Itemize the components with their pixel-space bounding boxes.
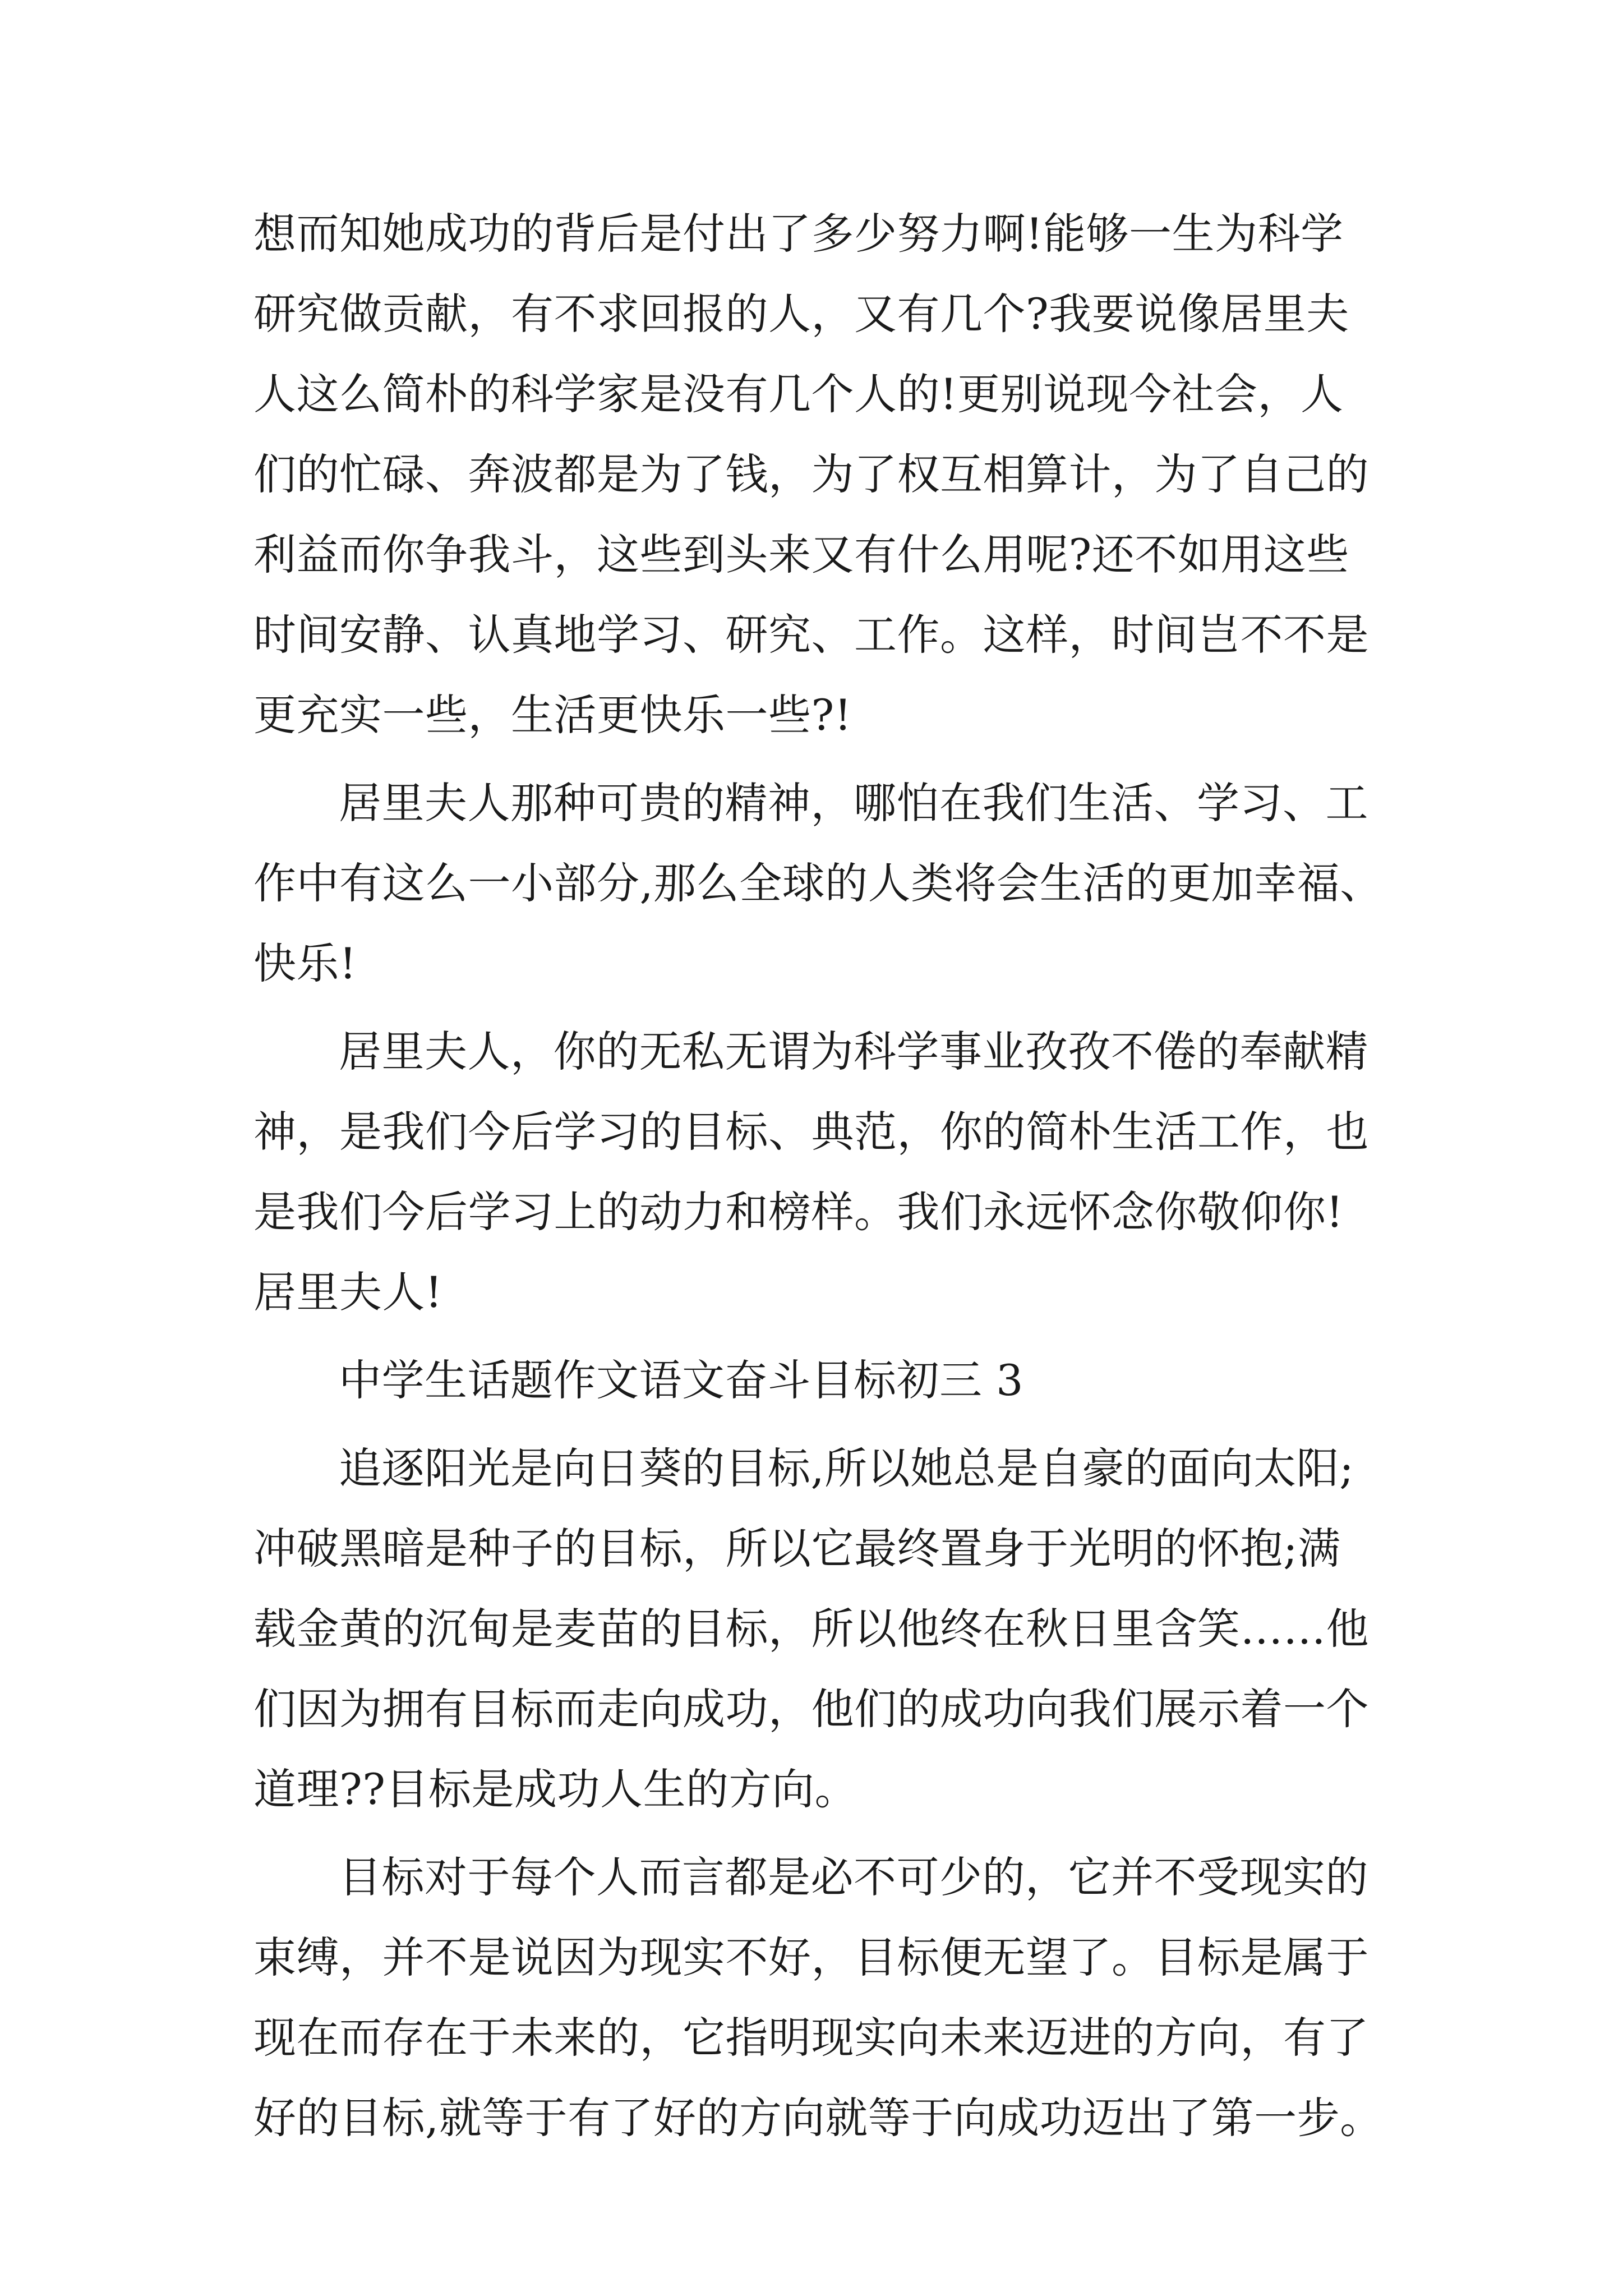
text-line: 们的忙碌、奔波都是为了钱，为了权互相算计，为了自己的 (253, 449, 1369, 499)
text-line: 作中有这么一小部分,那么全球的人类将会生活的更加幸福、 (253, 858, 1383, 908)
text-line: 道理??目标是成功人生的方向。 (253, 1764, 857, 1814)
heading-line: 中学生话题作文语文奋斗目标初三 3 (339, 1355, 1024, 1405)
paragraph-spacer (253, 1332, 1392, 1340)
text-line: 居里夫人那种可贵的精神，哪怕在我们生活、学习、工 (339, 778, 1368, 828)
text-line: 束缚，并不是说因为现实不好，目标便无望了。目标是属于 (253, 1932, 1369, 1982)
text-line: 追逐阳光是向日葵的目标,所以她总是自豪的面向太阳; (339, 1443, 1354, 1493)
text-line: 研究做贡献，有不求回报的人，又有几个?我要说像居里夫 (253, 289, 1349, 339)
paragraph-spacer (253, 1004, 1392, 1011)
text-line: 们因为拥有目标而走向成功，他们的成功向我们展示着一个 (253, 1684, 1369, 1734)
text-line: 利益而你争我斗，这些到头来又有什么用呢?还不如用这些 (253, 530, 1349, 579)
paragraph-2 (253, 763, 1392, 1004)
section-heading (253, 1340, 1392, 1420)
paragraph-3 (253, 1011, 1392, 1332)
text-line: 载金黄的沉甸是麦苗的目标，所以他终在秋日里含笑……他 (253, 1604, 1369, 1654)
text-line: 居里夫人! (253, 1267, 443, 1317)
text-line: 是我们今后学习上的动力和榜样。我们永远怀念你敬仰你! (253, 1187, 1344, 1237)
text-line: 目标对于每个人而言都是必不可少的，它并不受现实的 (339, 1852, 1368, 1902)
text-line: 居里夫人，你的无私无谓为科学事业孜孜不倦的奉献精 (339, 1027, 1368, 1076)
paragraph-spacer (253, 755, 1392, 763)
paragraph-1 (253, 194, 1392, 755)
text-line: 人这么简朴的科学家是没有几个人的!更别说现今社会，人 (253, 369, 1344, 419)
text-line: 好的目标,就等于有了好的方向就等于向成功迈出了第一步。 (253, 2093, 1383, 2143)
paragraph-spacer (253, 1829, 1392, 1837)
text-line: 更充实一些，生活更快乐一些?! (253, 690, 852, 740)
paragraph-5 (253, 1837, 1392, 2158)
text-line: 时间安静、认真地学习、研究、工作。这样，时间岂不不是 (253, 610, 1369, 660)
document-body (253, 194, 1392, 2158)
paragraph-spacer (253, 1420, 1392, 1428)
paragraph-4 (253, 1428, 1392, 1829)
text-line: 冲破黑暗是种子的目标，所以它最终置身于光明的怀抱;满 (253, 1524, 1341, 1573)
text-line: 现在而存在于未来的，它指明现实向未来迈进的方向，有了 (253, 2013, 1369, 2063)
text-line: 神，是我们今后学习的目标、典范，你的简朴生活工作，也 (253, 1107, 1369, 1157)
text-line: 想而知她成功的背后是付出了多少努力啊!能够一生为科学 (253, 209, 1344, 259)
text-line: 快乐! (253, 938, 357, 988)
